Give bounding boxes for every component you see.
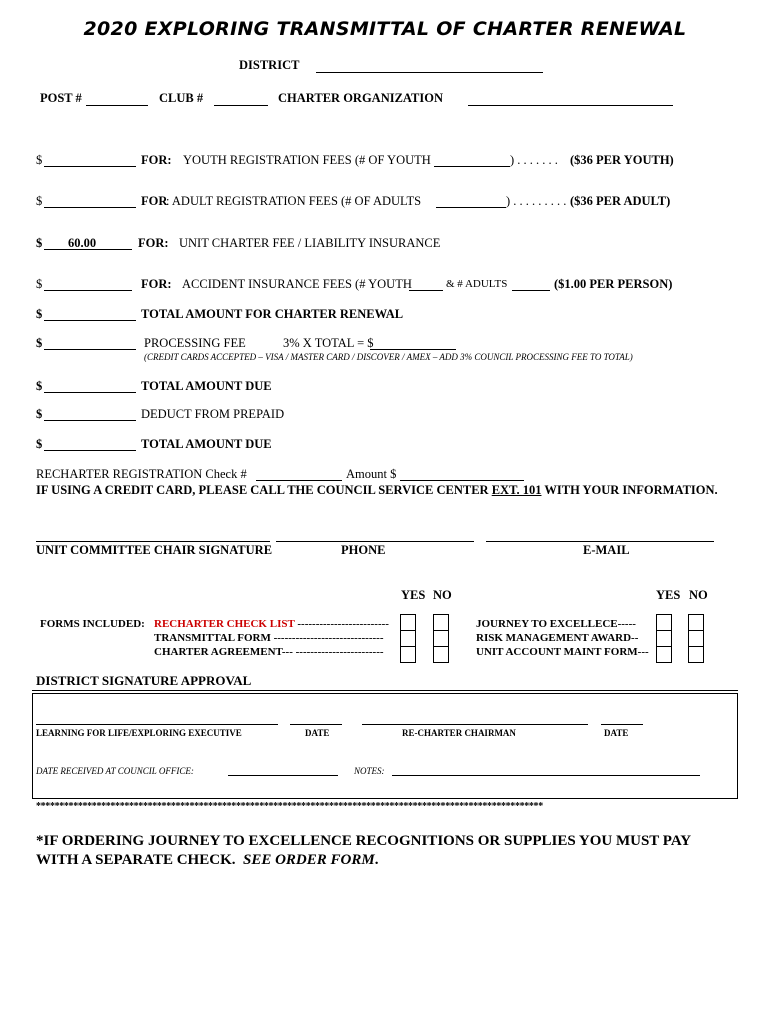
date-received-label: DATE RECEIVED AT COUNCIL OFFICE: <box>36 766 194 776</box>
youth-for: FOR: <box>141 153 172 167</box>
accident-dollar: $ <box>36 277 43 291</box>
checkbox-recharter-checklist-no[interactable] <box>433 614 449 631</box>
form-risk-management <box>476 632 638 644</box>
total-due-2-label: TOTAL AMOUNT DUE <box>141 437 272 451</box>
notes-field[interactable] <box>392 775 700 776</box>
chairman-date-field[interactable] <box>601 724 643 725</box>
unit-for: FOR: <box>138 236 169 250</box>
footer-line-2 <box>36 852 378 869</box>
checkbox-transmittal-yes[interactable] <box>400 630 416 647</box>
date2-label: DATE <box>604 728 629 738</box>
yes-header-right: YES <box>656 588 681 602</box>
total-renewal-label: TOTAL AMOUNT FOR CHARTER RENEWAL <box>141 307 404 321</box>
total-due-1-label: TOTAL AMOUNT DUE <box>141 379 272 393</box>
email-label: E-MAIL <box>583 543 630 557</box>
chair-signature-field[interactable] <box>36 541 270 542</box>
processing-calc: 3% X TOTAL = $ <box>283 336 374 350</box>
accident-youth-field[interactable] <box>409 290 443 291</box>
form-recharter-checklist-label: RECHARTER CHECK LIST <box>154 618 295 630</box>
form-transmittal <box>154 632 384 644</box>
form-recharter-checklist <box>154 618 389 630</box>
accident-for: FOR: <box>141 277 172 291</box>
page-title: 2020 EXPLORING TRANSMITTAL OF CHARTER RENEWAL <box>83 18 687 40</box>
accident-adults-field[interactable] <box>512 290 550 291</box>
recharter-check-label: RECHARTER REGISTRATION Check # <box>36 467 247 481</box>
district-label: DISTRICT <box>239 58 300 72</box>
processing-calc-field[interactable] <box>370 349 456 350</box>
youth-close: ) . . . . . . . <box>510 153 558 167</box>
see-order-form: SEE ORDER FORM <box>242 852 375 868</box>
chair-signature-label: UNIT COMMITTEE CHAIR SIGNATURE <box>36 543 273 557</box>
total-renewal-dollar: $ <box>36 307 43 321</box>
deduct-label: DEDUCT FROM PREPAID <box>141 407 285 421</box>
charter-org-field[interactable] <box>468 105 673 106</box>
stars-divider: ************************************************************************************************************* <box>36 801 543 812</box>
unit-text: UNIT CHARTER FEE / LIABILITY INSURANCE <box>179 236 441 250</box>
district-approval-heading: DISTRICT SIGNATURE APPROVAL <box>36 673 252 688</box>
processing-dollar: $ <box>36 336 43 350</box>
club-field[interactable] <box>214 105 268 106</box>
unit-amount: 60.00 <box>68 236 97 250</box>
form-dashes: ------------------------------ <box>273 632 384 644</box>
exec-signature-field[interactable] <box>36 724 278 725</box>
checkbox-unit-account-no[interactable] <box>688 646 704 663</box>
form-unit-account <box>476 646 649 658</box>
checkbox-risk-yes[interactable] <box>656 630 672 647</box>
no-header-right: NO <box>689 588 708 602</box>
youth-dollar: $ <box>36 153 43 167</box>
checkbox-risk-no[interactable] <box>688 630 704 647</box>
check-number-field[interactable] <box>256 480 342 481</box>
processing-note: (CREDIT CARDS ACCEPTED – VISA / MASTER CARD / DISCOVER / AMEX – ADD 3% COUNCIL PROCESSING FEE TO TOTAL) <box>144 352 633 362</box>
accident-text: ACCIDENT INSURANCE FEES (# YOUTH <box>182 277 412 291</box>
exec-label: LEARNING FOR LIFE/EXPLORING EXECUTIVE <box>36 728 242 738</box>
deduct-dollar: $ <box>36 407 43 421</box>
accident-amount-field[interactable] <box>44 290 132 291</box>
checkbox-charter-agreement-yes[interactable] <box>400 646 416 663</box>
youth-rate: ($36 PER YOUTH) <box>570 153 674 167</box>
form-dashes: ----- <box>617 618 636 630</box>
adult-for: FOR <box>141 194 168 208</box>
form-transmittal-label: TRANSMITTAL FORM <box>154 632 271 644</box>
no-header-left: NO <box>433 588 452 602</box>
phone-field[interactable] <box>276 541 474 542</box>
footer-line-1: *IF ORDERING JOURNEY TO EXCELLENCE RECOGNITIONS OR SUPPLIES YOU MUST PAY <box>36 833 692 849</box>
date1-label: DATE <box>305 728 330 738</box>
checkbox-unit-account-yes[interactable] <box>656 646 672 663</box>
club-label: CLUB # <box>159 91 204 105</box>
approval-box <box>32 693 738 799</box>
adult-dollar: $ <box>36 194 43 208</box>
deduct-field[interactable] <box>44 420 136 421</box>
youth-text: YOUTH REGISTRATION FEES (# OF YOUTH <box>183 153 431 167</box>
adult-close: ) . . . . . . . . . <box>506 194 567 208</box>
total-due-2-dollar: $ <box>36 437 43 451</box>
checkbox-recharter-checklist-yes[interactable] <box>400 614 416 631</box>
notes-label: NOTES: <box>354 766 385 776</box>
form-risk-management-label: RISK MANAGEMENT AWARD <box>476 632 632 644</box>
post-field[interactable] <box>86 105 148 106</box>
unit-dollar: $ <box>36 236 43 250</box>
chairman-label: RE-CHARTER CHAIRMAN <box>402 728 516 738</box>
processing-label: PROCESSING FEE <box>144 336 246 350</box>
adult-rate: ($36 PER ADULT) <box>570 194 671 208</box>
total-due-2-field[interactable] <box>44 450 136 451</box>
email-field[interactable] <box>486 541 714 542</box>
form-unit-account-label: UNIT ACCOUNT MAINT FORM <box>476 646 638 658</box>
youth-count-field[interactable] <box>434 166 510 167</box>
youth-amount-field[interactable] <box>44 166 136 167</box>
credit-card-note-a: IF USING A CREDIT CARD, PLEASE CALL THE COUNCIL SERVICE CENTER <box>36 483 489 497</box>
phone-label: PHONE <box>341 543 386 557</box>
forms-included-label: FORMS INCLUDED: <box>40 618 145 630</box>
district-field[interactable] <box>316 72 543 73</box>
credit-card-note-b: WITH YOUR INFORMATION. <box>544 483 718 497</box>
adult-amount-field[interactable] <box>44 207 136 208</box>
processing-field[interactable] <box>44 349 136 350</box>
footer-line-2a: WITH A SEPARATE CHECK. <box>36 852 236 868</box>
accident-adults: & # ADULTS <box>446 278 508 290</box>
form-journey-excellence <box>476 618 636 630</box>
credit-card-note <box>36 483 718 498</box>
credit-card-ext: EXT. 101 <box>491 483 542 497</box>
approval-divider <box>32 690 738 691</box>
form-dashes: --- ------------------------ <box>281 646 384 658</box>
yes-header-left: YES <box>401 588 426 602</box>
form-journey-excellence-label: JOURNEY TO EXCELLECE <box>476 618 618 630</box>
form-dashes: --- <box>637 646 649 658</box>
checkbox-charter-agreement-no[interactable] <box>433 646 449 663</box>
form-charter-agreement <box>154 646 384 658</box>
exec-date-field[interactable] <box>290 724 342 725</box>
footer-period: . <box>374 852 379 868</box>
post-label: POST # <box>40 91 82 105</box>
charter-org-label: CHARTER ORGANIZATION <box>278 91 443 105</box>
adult-count-field[interactable] <box>436 207 506 208</box>
form-charter-agreement-label: CHARTER AGREEMENT <box>154 646 282 658</box>
amount-label: Amount $ <box>346 467 397 481</box>
chairman-signature-field[interactable] <box>362 724 588 725</box>
check-amount-field[interactable] <box>400 480 524 481</box>
adult-text: : ADULT REGISTRATION FEES (# OF ADULTS <box>166 194 422 208</box>
form-dashes: -- <box>631 632 639 644</box>
total-renewal-field[interactable] <box>44 320 136 321</box>
total-due-1-field[interactable] <box>44 392 136 393</box>
total-due-1-dollar: $ <box>36 379 43 393</box>
checkbox-journey-no[interactable] <box>688 614 704 631</box>
date-received-field[interactable] <box>228 775 338 776</box>
checkbox-transmittal-no[interactable] <box>433 630 449 647</box>
form-dashes: ------------------------- <box>297 618 389 630</box>
accident-rate: ($1.00 PER PERSON) <box>554 277 673 291</box>
checkbox-journey-yes[interactable] <box>656 614 672 631</box>
